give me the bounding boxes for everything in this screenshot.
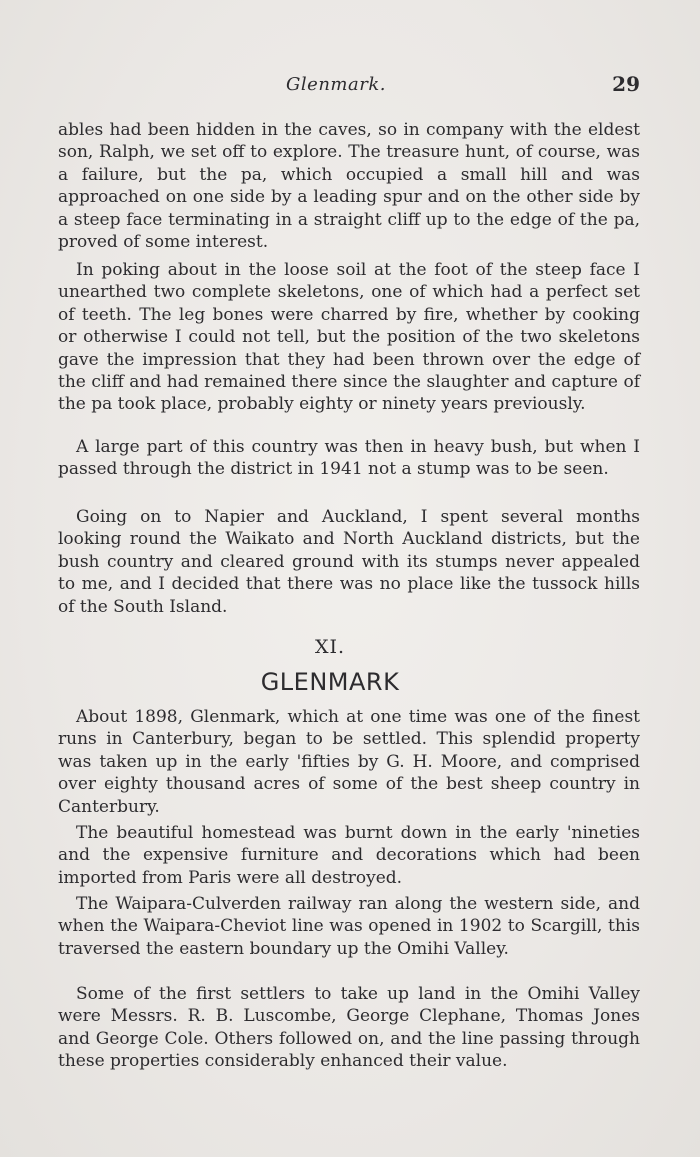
chapter-number: XI. [314, 636, 346, 658]
paragraph-railway: The Waipara-Culverden railway ran along the western side, and when the Waipara-Cheviot line was opened in 1902 to Scargill, this traversed the eastern boundary up the Omihi Valley. [58, 894, 640, 959]
paragraph-treasure-hunt: ables had been hidden in the caves, so in company with the eldest son, Ralph, we set off to explore. The treasure hunt, of course, was a failure, but the pa, which occupied a small hill and was approached on one side by a leading spur and on the other side by a steep face terminating in a straight cliff up to the edge of the pa, proved of some interest. [58, 120, 640, 253]
chapter-title: GLENMARK [260, 668, 400, 696]
paragraph-glenmark-settled: About 1898, Glenmark, which at one time was one of the finest runs in Canterbury, began to be settled. This splendid property was taken up in the early 'fifties by G. H. Moore, and comprised over eighty thousand acres of some of the best sheep country in Canterbury. [58, 707, 640, 817]
paragraph-bush-country: A large part of this country was then in heavy bush, but when I passed through the district in 1941 not a stump was to be seen. [58, 437, 640, 480]
running-head [0, 74, 700, 104]
running-title: Glenmark. [286, 74, 386, 95]
page-number: 29 [612, 72, 640, 96]
paragraph-homestead-burnt: The beautiful homestead was burnt down in the early 'nineties and the expensive furniture and decorations which had been imported from Paris were all destroyed. [58, 823, 640, 888]
paragraph-napier-auckland: Going on to Napier and Auckland, I spent several months looking round the Waikato and North Auckland districts, but the bush country and cleared ground with its stumps never appealed to me, and I decided that there was no place like the tussock hills of the South Island. [58, 507, 640, 617]
paragraph-first-settlers: Some of the first settlers to take up land in the Omihi Valley were Messrs. R. B. Luscombe, George Clephane, Thomas Jones and George Cole. Others followed on, and the line passing through these properties considerably enhanced their value. [58, 984, 640, 1072]
paragraph-skeletons: In poking about in the loose soil at the foot of the steep face I unearthed two complete skeletons, one of which had a perfect set of teeth. The leg bones were charred by fire, whether by cooking or otherwise I could not tell, but the position of the two skeletons gave the impression that they had been thrown over the edge of the cliff and had remained there since the slaughter and capture of the pa took place, probably eighty or ninety years previously. [58, 260, 640, 415]
